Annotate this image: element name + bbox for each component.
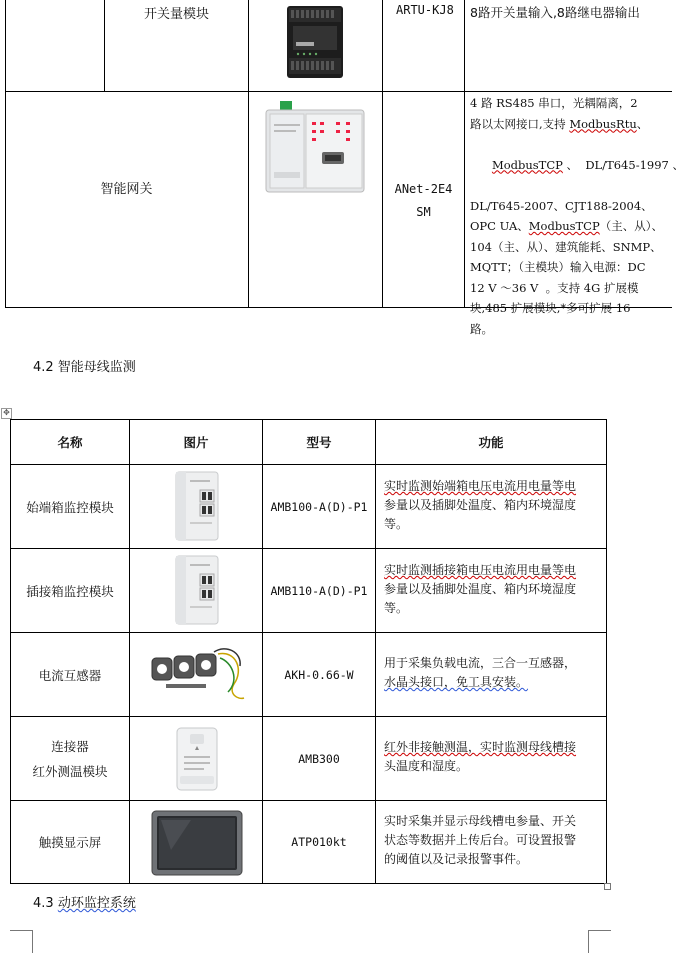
table-row-name-line: 红外测温模块 bbox=[32, 763, 108, 779]
function-line bbox=[384, 738, 604, 757]
function-line: 等。 bbox=[384, 601, 409, 615]
function-line bbox=[384, 561, 604, 580]
column-header-function: 功能 bbox=[478, 435, 504, 450]
text-fragment: 红外非接触测温，实时监测母线槽接 bbox=[384, 740, 577, 754]
touch-display-icon bbox=[151, 810, 243, 876]
gateway-device-icon bbox=[262, 100, 368, 196]
table-row-name-line: 连接器 bbox=[51, 738, 89, 754]
column-header-image: 图片 bbox=[183, 435, 209, 450]
text-fragment: 4.3 bbox=[33, 896, 58, 911]
infrared-temp-module-icon bbox=[174, 726, 220, 792]
text-fragment: 动环监控系统 bbox=[57, 896, 136, 911]
table-row-model: AKH-0.66-W bbox=[284, 667, 354, 682]
text-fragment: ModbusRtu bbox=[569, 116, 637, 131]
switch-module-device-icon bbox=[284, 4, 346, 80]
text-fragment: 、 bbox=[636, 116, 649, 131]
gateway-name: 智能网关 bbox=[100, 181, 153, 197]
table-move-handle-icon[interactable]: ✥ bbox=[1, 408, 12, 419]
gateway-function-line: MQTT；（主模块）输入电源：DC bbox=[470, 260, 646, 274]
table-row-function bbox=[384, 812, 604, 869]
amb100-module-icon bbox=[172, 470, 222, 542]
section-heading-4-3 bbox=[33, 892, 136, 911]
table-row-function bbox=[384, 654, 604, 692]
function-line: 实时采集并显示母线槽电参量、开关 bbox=[384, 814, 577, 828]
table-row-model: AMB110-A(D)-P1 bbox=[270, 583, 368, 598]
gateway-function-line: DL/T645-2007、CJT188-2004、 bbox=[470, 198, 653, 213]
current-transformer-icon bbox=[148, 640, 246, 706]
function-line bbox=[384, 673, 604, 692]
table-row-model: AMB100-A(D)-P1 bbox=[270, 499, 368, 514]
function-line bbox=[384, 477, 604, 496]
table-row-model: AMB300 bbox=[298, 751, 340, 766]
table-row-name: 插接箱监控模块 bbox=[26, 583, 114, 599]
text-fragment: 、 DL/T645-1997 、 bbox=[562, 157, 684, 172]
text-fragment: （主、从）、 bbox=[599, 219, 663, 233]
gateway-function-line bbox=[470, 134, 684, 196]
column-header-model: 型号 bbox=[306, 435, 332, 450]
table-row-name: 始端箱监控模块 bbox=[26, 499, 114, 515]
switch-module-model: ARTU-KJ8 bbox=[396, 3, 454, 17]
table-resize-handle[interactable] bbox=[604, 883, 611, 890]
function-line: 的阈值以及记录报警事件。 bbox=[384, 852, 529, 866]
gateway-function-line bbox=[470, 114, 675, 135]
gateway-function-line: 104（主、从）、建筑能耗、SNMP、 bbox=[470, 239, 662, 254]
table-row-function bbox=[384, 738, 604, 776]
text-fragment: 实时监测始端箱电压电流用电量等电 bbox=[384, 479, 577, 493]
function-line: 等。 bbox=[384, 517, 409, 531]
gateway-model-text: ANet-2E4SM bbox=[394, 182, 453, 219]
table-row-name bbox=[11, 717, 129, 800]
gateway-function-line: 4 路 RS485 串口，光耦隔离，2 bbox=[470, 96, 638, 110]
text-fragment: ModbusTCP bbox=[491, 157, 563, 172]
function-line: 参量以及插脚处温度、箱内环境湿度 bbox=[384, 498, 577, 512]
page-corner-mark bbox=[10, 930, 33, 953]
switch-module-name: 开关量模块 bbox=[143, 7, 209, 22]
table-row-name: 电流互感器 bbox=[38, 667, 102, 683]
text-fragment: ModbusTCP bbox=[528, 219, 600, 233]
function-line: 用于采集负载电流，三合一互感器， bbox=[384, 656, 577, 670]
function-line: 参量以及插脚处温度、箱内环境湿度 bbox=[384, 582, 577, 596]
table-row-function bbox=[384, 561, 604, 618]
column-header-name: 名称 bbox=[57, 435, 83, 450]
gateway-function-line: 块,485 扩展模块,*多可扩展 16 bbox=[470, 301, 631, 315]
switch-module-function: 8路开关量输入,8路继电器输出 bbox=[470, 5, 640, 20]
text-fragment: 水晶头接口，免工具安装。 bbox=[384, 675, 529, 689]
gateway-function-line bbox=[470, 216, 675, 237]
gateway-function-line: 路。 bbox=[470, 321, 493, 336]
function-line: 头温度和湿度。 bbox=[384, 759, 469, 773]
amb110-module-icon bbox=[172, 554, 222, 626]
gateway-function-line: 12 V ～36 V 。支持 4G 扩展模 bbox=[470, 280, 639, 295]
function-line: 状态等数据并上传后台。可设置报警 bbox=[384, 833, 577, 847]
text-fragment: 实时监测插接箱电压电流用电量等电 bbox=[384, 563, 577, 577]
gateway-function bbox=[470, 93, 684, 339]
text-fragment: OPC UA、 bbox=[470, 219, 529, 233]
gateway-model bbox=[383, 178, 464, 224]
section-heading-4-2: 4.2 智能母线监测 bbox=[33, 360, 136, 375]
table-row-function bbox=[384, 477, 604, 534]
text-fragment: 路以太网接口,支持 bbox=[470, 116, 570, 131]
page-corner-mark bbox=[588, 930, 611, 953]
table-row-model: ATP010kt bbox=[291, 835, 347, 849]
table-row-name: 触摸显示屏 bbox=[38, 835, 102, 850]
